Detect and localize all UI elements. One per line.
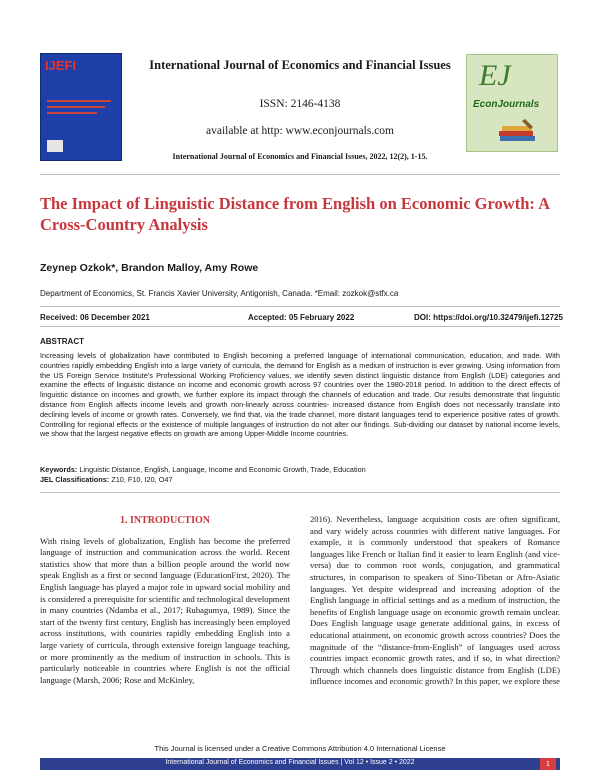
received-date: Received: 06 December 2021 [40,313,150,322]
divider [40,326,560,327]
ej-logo-text: EJ [479,59,511,92]
keywords-value: Linguistic Distance, English, Language, Income and Economic Growth, Trade, Education [79,465,366,474]
divider [40,306,560,307]
books-icon [497,117,537,143]
issn: ISSN: 2146-4138 [259,98,341,110]
journal-title: International Journal of Economics and Financial Issues [149,58,451,72]
intro-paragraph: With rising levels of globalization, English has become the preferred language of instruction and communication across the world. Recent statistics show that more than a billion people around the world now speak English as a first or second language (EducationFirst, 2020). The English language has played a major role in upward social mobility and is considered a prerequisite for scientific and technological development in many countries (Ndamba et al., 2017; Rubagumya, 1989). Since the start of the twenty first century, English has increasingly been employed across institutions, with countries rapidly embedding English into a large variety of curricula, through extensive foreign language teaching, or more prominently as the medium of instruction in schools. This is particularly noticeable in countries where English is not the official language (Marsh, 2006; Rose and McKinley, [40,535,290,685]
keywords-line [40,465,560,475]
jel-label: JEL Classifications: [40,474,110,484]
cover-logo-text: IJEFI [45,58,77,73]
keywords-label: Keywords: [40,465,78,474]
keywords-block [40,465,560,485]
econjournals-brand-text: EconJournals [473,99,540,110]
jel-line [40,475,560,485]
abstract-heading: ABSTRACT [40,337,84,346]
article-title: The Impact of Linguistic Distance from English on Economic Growth: A Cross-Country Analysis [40,194,550,234]
doi-link[interactable]: DOI: https://doi.org/10.32479/ijefi.12725 [414,313,563,322]
cover-decoration [47,112,97,114]
accepted-date: Accepted: 05 February 2022 [248,313,355,322]
cover-publisher-logo [47,140,63,152]
divider [40,492,560,493]
footer-bar [40,758,560,770]
section-heading: 1. INTRODUCTION [119,515,210,526]
header-divider [40,174,560,175]
author-list: Zeynep Ozkok*, Brandon Malloy, Amy Rowe [40,262,259,274]
author-affiliation: Department of Economics, St. Francis Xavier University, Antigonish, Canada. *Email: zozkok@stfx.ca [40,289,399,298]
econjournals-logo [466,54,558,152]
license-notice: This Journal is licensed under a Creative Commons Attribution 4.0 International License [154,744,446,753]
cover-decoration [47,106,105,108]
journal-cover-image [40,53,122,161]
citation-line: International Journal of Economics and Financial Issues, 2022, 12(2), 1-15. [172,152,428,161]
page-number: 1 [540,758,556,770]
cover-decoration [47,100,111,102]
body-column-left [40,514,290,686]
journal-website[interactable]: available at http: www.econjournals.com [206,125,394,137]
body-column-right [310,514,560,688]
jel-value: Z10, F10, I20, O47 [111,474,173,484]
footer-journal-info: International Journal of Economics and Financial Issues | Vol 12 • Issue 2 • 2022 [165,759,415,766]
intro-paragraph-continued: 2016). Nevertheless, language acquisition costs are often significant, and vary widely across countries with different native languages. For example, it is commonly understood that speakers of Romance languages like French or Italian find it easier to learn English (and vice-versa) due to common root words, conjugation, and grammatical structures, in comparison to speakers of Sino-Tibetan or Afro-Asiatic languages. Yet despite widespread and increasing adoption of the English language in official settings and as a medium of instruction, the benefits of English language usage on economic growth remain unclear. Does English language usage generate additional gains, in excess of educational attainment, on economic growth across countries? Does the magnitude of the “distance-from-English” of languages used across countries impact economic growth rates, and if so, in what direction? Through which channels does linguistic distance from English (LDE) influence incomes and economic growth? In this paper, we explore these [310,514,560,687]
abstract-text: Increasing levels of globalization have contributed to English becoming a preferred language of international communication, education, and trade. With countries rapidly embedding English into a large variety of curricula, the demand for English as a medium of instruction is ever growing. Using information from the US Foreign Service Institute's Professional Working Proficiency values, we identify seven distinct linguistic distance from English (LDE) categories and examine the effects of linguistic distance on income and economic growth across 97 countries over the 1980-2018 period. In addition to the direct effects of linguistic distance on incomes and growth, we further explore its impact through the channels of education and trade. Our results demonstrate that linguistic distance from English affects income levels and growth non-linearly across countries- increased distance from English does not necessarily translate into declining levels of income or growth rates. Conversely, we find that, via the trade channel, more distant languages tend to experience positive rates of growth. Controlling for regional effects or the existence of multiple languages of instruction do not alter our findings. Sub-dividing our dataset by national income levels, we show that the largest negative effects on growth are among Upper-Middle Income countries. [40,351,560,439]
